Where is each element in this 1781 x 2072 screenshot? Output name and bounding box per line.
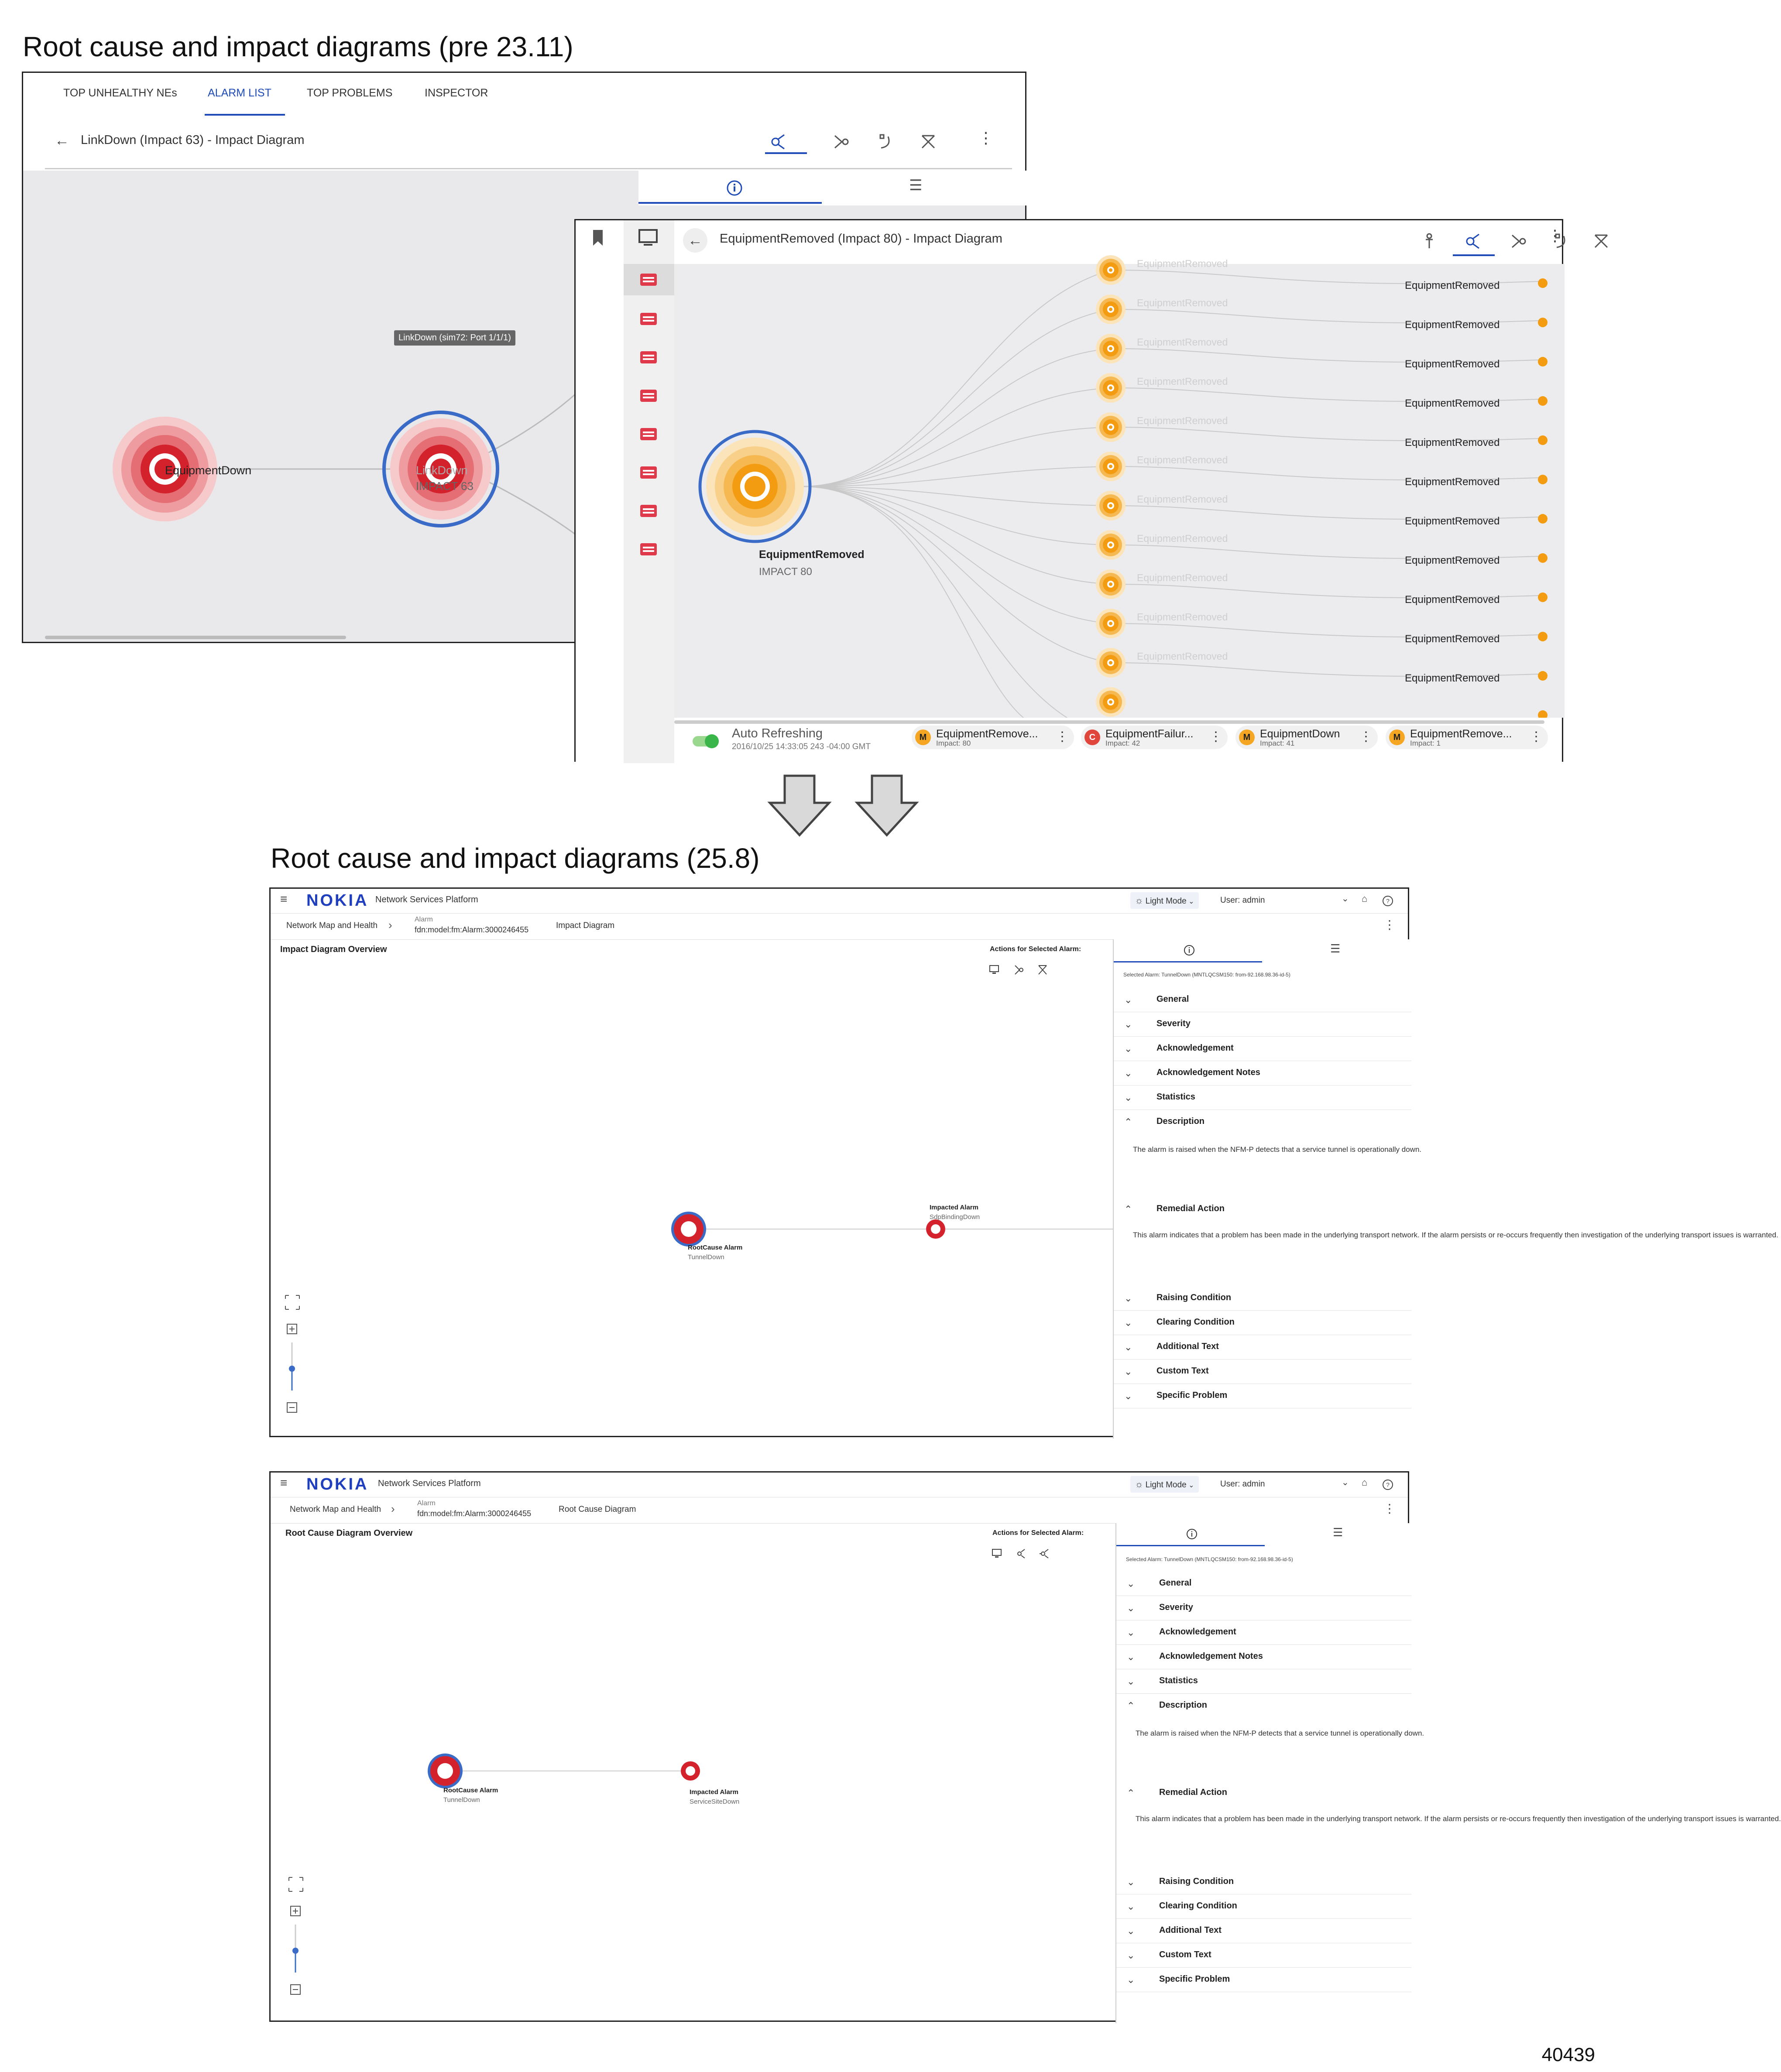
section-general[interactable] bbox=[1114, 987, 1411, 1012]
leaf-node[interactable] bbox=[1096, 452, 1126, 481]
breadcrumb-current: Impact Diagram bbox=[556, 921, 615, 930]
hamburger-icon[interactable]: ≡ bbox=[280, 1476, 288, 1490]
chevron-down-icon: ⌄ bbox=[1124, 1366, 1132, 1377]
horizontal-scrollbar[interactable] bbox=[45, 636, 346, 639]
section-severity[interactable] bbox=[1116, 1596, 1411, 1620]
faded-leaf-label: EquipmentRemoved bbox=[1137, 454, 1228, 466]
section-label: Remedial Action bbox=[1159, 1788, 1227, 1797]
leaf-endpoint-dot[interactable] bbox=[1538, 514, 1548, 524]
section-remedial-action[interactable] bbox=[1116, 1781, 1411, 1805]
breadcrumb bbox=[271, 913, 1408, 940]
toolbar-active-indicator bbox=[765, 152, 807, 154]
sun-icon: ☼ bbox=[1135, 895, 1144, 906]
actions-label: Actions for Selected Alarm: bbox=[992, 1529, 1084, 1537]
leaf-endpoint-dot[interactable] bbox=[1538, 592, 1548, 602]
alarm-icon[interactable] bbox=[640, 351, 657, 363]
alarm-list-icons bbox=[624, 264, 674, 587]
list-icon[interactable]: ☰ bbox=[1330, 942, 1341, 955]
nsp-top-bar bbox=[271, 1473, 1408, 1497]
section-additional-text[interactable] bbox=[1116, 1918, 1411, 1943]
chip-name: EquipmentFailur... bbox=[1105, 728, 1194, 740]
faded-leaf-label: EquipmentRemoved bbox=[1137, 651, 1228, 662]
old-side-panel bbox=[638, 171, 1028, 205]
info-icon[interactable] bbox=[1183, 944, 1196, 957]
left-rail bbox=[576, 220, 624, 763]
down-arrow-icon bbox=[770, 776, 829, 835]
section-label: Severity bbox=[1159, 1603, 1193, 1612]
nokia-logo: NOKIA bbox=[306, 1475, 369, 1493]
breadcrumb-alarm-fdn[interactable]: fdn:model:fm:Alarm:3000246455 bbox=[417, 1509, 532, 1518]
user-label: User: admin bbox=[1220, 1480, 1265, 1489]
major-badge: M bbox=[1389, 729, 1405, 745]
leaf-node[interactable] bbox=[1096, 295, 1126, 324]
section-label: Raising Condition bbox=[1159, 1877, 1234, 1886]
chevron-down-icon: ⌄ bbox=[1127, 1877, 1135, 1887]
zoom-out-icon[interactable] bbox=[291, 1985, 300, 1994]
chip-name: EquipmentRemove... bbox=[936, 728, 1038, 740]
leaf-node[interactable] bbox=[1096, 373, 1126, 403]
alarm-icon[interactable] bbox=[640, 543, 657, 555]
overlay-title: EquipmentRemoved (Impact 80) - Impact Diagram bbox=[720, 232, 1002, 246]
section-label: General bbox=[1156, 994, 1189, 1004]
leaf-node[interactable] bbox=[1096, 255, 1126, 285]
chevron-down-icon: ⌄ bbox=[1124, 994, 1132, 1005]
chevron-down-icon: ⌄ bbox=[1124, 1342, 1132, 1353]
notifications-icon[interactable]: ⌂ bbox=[1362, 893, 1368, 904]
more-menu-icon[interactable]: ⋮ bbox=[1547, 226, 1563, 244]
old-overlay-window bbox=[574, 219, 1563, 762]
section-label: Acknowledgement bbox=[1159, 1627, 1236, 1637]
list-icon[interactable]: ☰ bbox=[1333, 1526, 1343, 1539]
info-icon[interactable] bbox=[1185, 1527, 1198, 1541]
root-cause-view-icon[interactable] bbox=[835, 136, 848, 148]
chevron-down-icon: ⌄ bbox=[1124, 1092, 1132, 1103]
section-label: Severity bbox=[1156, 1019, 1191, 1028]
auto-refresh-label: Auto Refreshing bbox=[732, 726, 823, 740]
section-label: Acknowledgement Notes bbox=[1156, 1068, 1260, 1077]
leaf-node[interactable] bbox=[1096, 412, 1126, 442]
section-label: Custom Text bbox=[1156, 1366, 1209, 1376]
leaf-endpoint-dot[interactable] bbox=[1538, 475, 1548, 484]
leaf-label: EquipmentRemoved bbox=[1405, 280, 1500, 291]
impacted-node-name: ServiceSiteDown bbox=[690, 1798, 740, 1805]
section-statistics[interactable] bbox=[1116, 1669, 1411, 1694]
fit-screen-icon[interactable] bbox=[285, 1295, 299, 1309]
chevron-up-icon: ⌃ bbox=[1127, 1788, 1135, 1798]
node-equipment-removed-center[interactable] bbox=[700, 432, 810, 541]
nsp-top-bar bbox=[271, 889, 1408, 914]
leaf-label: EquipmentRemoved bbox=[1405, 358, 1500, 370]
transition-arrows bbox=[768, 774, 930, 838]
faded-leaf-label: EquipmentRemoved bbox=[1137, 258, 1228, 269]
nsp-root-cause-canvas bbox=[271, 1523, 1113, 2021]
notifications-icon[interactable]: ⌂ bbox=[1362, 1477, 1368, 1488]
faded-leaf-label: EquipmentRemoved bbox=[1137, 572, 1228, 583]
chip-impact: Impact: 1 bbox=[1410, 739, 1441, 747]
alarm-chip[interactable] bbox=[1235, 726, 1378, 749]
svg-text:?: ? bbox=[1386, 897, 1390, 904]
leaf-endpoint-dot[interactable] bbox=[1538, 632, 1548, 641]
section-label: General bbox=[1159, 1578, 1192, 1588]
section-clearing-condition[interactable] bbox=[1114, 1310, 1411, 1335]
chevron-down-icon[interactable]: ⌄ bbox=[1342, 1478, 1349, 1487]
leaf-endpoint-dot[interactable] bbox=[1538, 278, 1548, 288]
old-header bbox=[23, 73, 1025, 171]
chevron-down-icon: ⌄ bbox=[1127, 1974, 1135, 1985]
diagram-overview-title: Impact Diagram Overview bbox=[280, 945, 387, 954]
chevron-down-icon: ⌄ bbox=[1124, 1019, 1132, 1030]
panel-tab-indicator bbox=[1114, 961, 1262, 962]
leaf-node[interactable] bbox=[1096, 569, 1126, 599]
section-acknowledgement[interactable] bbox=[1116, 1620, 1411, 1645]
heading-post: Root cause and impact diagrams (25.8) bbox=[271, 842, 760, 874]
section-label: Description bbox=[1159, 1700, 1208, 1710]
chevron-right-icon: › bbox=[391, 1502, 395, 1515]
section-label: Additional Text bbox=[1159, 1925, 1222, 1935]
tab-top-problems[interactable]: TOP PROBLEMS bbox=[307, 87, 393, 99]
description-text: The alarm is raised when the NFM-P detects that a service tunnel is operationally down. bbox=[1133, 1145, 1422, 1154]
old-impact-canvas bbox=[23, 171, 638, 644]
toolbar-active-indicator bbox=[1453, 254, 1495, 256]
overlay-toolbar bbox=[1416, 226, 1617, 257]
breadcrumb-network-map[interactable]: Network Map and Health bbox=[286, 921, 378, 930]
tab-active-indicator bbox=[205, 114, 285, 116]
app-name: Network Services Platform bbox=[378, 1479, 481, 1488]
node-impacted[interactable] bbox=[681, 1761, 700, 1781]
diagram-title: LinkDown (Impact 63) - Impact Diagram bbox=[81, 133, 305, 147]
light-mode-toggle[interactable] bbox=[1130, 892, 1199, 909]
breadcrumb bbox=[271, 1497, 1408, 1524]
leaf-node[interactable] bbox=[1096, 648, 1126, 678]
section-acknowledgement-notes[interactable] bbox=[1116, 1644, 1411, 1669]
leaf-node[interactable] bbox=[1096, 687, 1126, 717]
chip-impact: Impact: 80 bbox=[936, 739, 971, 747]
node-label-link-down: LinkDown bbox=[416, 464, 468, 477]
leaf-node[interactable] bbox=[1096, 609, 1126, 638]
overlay-canvas bbox=[674, 264, 1565, 718]
section-label: Specific Problem bbox=[1156, 1390, 1228, 1400]
chip-name: EquipmentRemove... bbox=[1410, 728, 1512, 740]
remedial-text: This alarm indicates that a problem has been made in the underlying transport network. If the alarm persists or re-occurs frequently then investigation of the underlying transport issues is warranted. bbox=[1136, 1815, 1781, 1823]
breadcrumb-current: Root Cause Diagram bbox=[559, 1505, 636, 1514]
chip-menu-icon[interactable]: ⋮ bbox=[1359, 729, 1373, 744]
hamburger-icon[interactable]: ≡ bbox=[280, 892, 288, 906]
alarm-icon[interactable] bbox=[640, 428, 657, 440]
section-additional-text[interactable] bbox=[1114, 1335, 1411, 1360]
section-specific-problem[interactable] bbox=[1114, 1384, 1411, 1408]
section-label: Statistics bbox=[1159, 1676, 1198, 1685]
leaf-label: EquipmentRemoved bbox=[1405, 397, 1500, 409]
auto-refresh-time: 2016/10/25 14:33:05 243 -04:00 GMT bbox=[732, 742, 871, 751]
leaf-label: EquipmentRemoved bbox=[1405, 633, 1500, 645]
major-badge: M bbox=[915, 729, 931, 745]
section-label: Raising Condition bbox=[1156, 1293, 1232, 1302]
section-label: Acknowledgement Notes bbox=[1159, 1651, 1263, 1661]
chevron-down-icon: ⌄ bbox=[1127, 1578, 1135, 1589]
impacted-node-name: SdpBindingDown bbox=[930, 1213, 980, 1221]
nsp-impact-window bbox=[269, 887, 1778, 1437]
root-node-name: TunnelDown bbox=[443, 1796, 480, 1804]
chip-name: EquipmentDown bbox=[1260, 728, 1340, 740]
chevron-up-icon: ⌃ bbox=[1124, 1204, 1132, 1215]
info-icon[interactable] bbox=[726, 179, 743, 197]
selected-alarm: Selected Alarm: TunnelDown (MNTLQCSM150: from-92.168.98.36-id-5) bbox=[1123, 972, 1290, 978]
description-text: The alarm is raised when the NFM-P detects that a service tunnel is operationally down. bbox=[1136, 1729, 1424, 1737]
section-raising-condition[interactable] bbox=[1114, 1286, 1411, 1311]
chip-menu-icon[interactable]: ⋮ bbox=[1056, 729, 1069, 744]
app-name: Network Services Platform bbox=[375, 895, 478, 904]
selected-alarm: Selected Alarm: TunnelDown (MNTLQCSM150: from-92.168.98.36-id-5) bbox=[1126, 1556, 1293, 1562]
breadcrumb-network-map[interactable]: Network Map and Health bbox=[290, 1505, 381, 1514]
zoom-slider-handle[interactable] bbox=[289, 1366, 295, 1372]
help-icon[interactable] bbox=[1382, 895, 1394, 907]
section-label: Clearing Condition bbox=[1156, 1317, 1235, 1327]
edge bbox=[477, 380, 590, 546]
section-acknowledgement[interactable] bbox=[1114, 1036, 1411, 1061]
root-cause-view-icon[interactable] bbox=[1512, 235, 1525, 247]
topology-view-icon[interactable] bbox=[922, 136, 934, 148]
leaf-endpoint-dot[interactable] bbox=[1538, 318, 1548, 327]
chevron-down-icon: ⌄ bbox=[1124, 1043, 1132, 1054]
svg-text:?: ? bbox=[1386, 1481, 1390, 1488]
figure-id: 40439 bbox=[1541, 2044, 1595, 2065]
diagram-overview-title: Root Cause Diagram Overview bbox=[285, 1528, 413, 1538]
old-toolbar bbox=[765, 129, 948, 155]
tab-top-unhealthy[interactable]: TOP UNHEALTHY NEs bbox=[63, 87, 177, 99]
faded-leaf-label: EquipmentRemoved bbox=[1137, 297, 1228, 308]
section-custom-text[interactable] bbox=[1116, 1943, 1411, 1968]
chevron-right-icon: › bbox=[388, 918, 392, 932]
details-panel bbox=[1113, 939, 1778, 1438]
impact-view-icon[interactable] bbox=[772, 135, 784, 149]
zoom-slider-handle[interactable] bbox=[292, 1948, 299, 1954]
tab-inspector[interactable]: INSPECTOR bbox=[425, 87, 488, 99]
header-divider bbox=[45, 168, 1012, 169]
chevron-down-icon: ⌄ bbox=[1127, 1627, 1135, 1638]
breadcrumb-alarm-label: Alarm bbox=[417, 1500, 436, 1507]
tab-alarm-list[interactable]: ALARM LIST bbox=[208, 87, 271, 99]
section-statistics[interactable] bbox=[1114, 1085, 1411, 1110]
alarm-chip[interactable] bbox=[912, 726, 1074, 749]
monitor-icon[interactable] bbox=[638, 228, 659, 247]
list-icon[interactable]: ☰ bbox=[909, 177, 923, 194]
section-custom-text[interactable] bbox=[1114, 1359, 1411, 1384]
critical-badge: C bbox=[1084, 729, 1100, 745]
section-clearing-condition[interactable] bbox=[1116, 1894, 1411, 1919]
impacted-node-title: Impacted Alarm bbox=[690, 1788, 738, 1796]
chevron-down-icon: ⌄ bbox=[1127, 1950, 1135, 1961]
light-mode-label: Light Mode bbox=[1145, 897, 1187, 906]
leaf-endpoint-dot[interactable] bbox=[1538, 396, 1548, 406]
alarm-chip[interactable] bbox=[1081, 726, 1228, 749]
back-arrow-icon[interactable]: ← bbox=[55, 132, 69, 149]
panel-tab-indicator bbox=[638, 202, 822, 204]
chevron-up-icon: ⌃ bbox=[1127, 1700, 1135, 1711]
faded-leaf-label: EquipmentRemoved bbox=[1137, 533, 1228, 544]
actions-label: Actions for Selected Alarm: bbox=[990, 945, 1081, 953]
node-impact-link-down: IMPACT 63 bbox=[416, 479, 474, 493]
auto-refresh-toggle[interactable] bbox=[691, 733, 721, 750]
help-icon[interactable] bbox=[1382, 1479, 1394, 1491]
section-label: Acknowledgement bbox=[1156, 1043, 1234, 1053]
node-root-cause[interactable] bbox=[671, 1212, 706, 1247]
zoom-in-icon[interactable] bbox=[291, 1906, 300, 1916]
leaf-label: EquipmentRemoved bbox=[1405, 555, 1500, 566]
alarm-rail bbox=[624, 220, 674, 763]
faded-leaf-label: EquipmentRemoved bbox=[1137, 336, 1228, 348]
heading-pre: Root cause and impact diagrams (pre 23.11) bbox=[23, 31, 573, 62]
section-label: Description bbox=[1156, 1116, 1205, 1126]
path-trace-icon[interactable] bbox=[1426, 234, 1433, 248]
chip-impact: Impact: 42 bbox=[1105, 739, 1140, 747]
nokia-logo: NOKIA bbox=[306, 891, 369, 910]
leaf-label: EquipmentRemoved bbox=[1405, 594, 1500, 606]
remedial-text: This alarm indicates that a problem has been made in the underlying transport network. If the alarm persists or re-occurs frequently then investigation of the underlying transport issues is warranted. bbox=[1133, 1231, 1778, 1239]
chevron-down-icon: ⌄ bbox=[1188, 898, 1194, 905]
section-raising-condition[interactable] bbox=[1116, 1870, 1411, 1894]
zoom-in-icon[interactable] bbox=[287, 1324, 297, 1334]
faded-leaf-label: EquipmentRemoved bbox=[1137, 493, 1228, 505]
alarm-icon[interactable] bbox=[640, 505, 657, 517]
chevron-down-icon: ⌄ bbox=[1188, 1482, 1194, 1489]
nsp-root-cause-window bbox=[269, 1471, 1781, 2022]
alarm-icon[interactable] bbox=[640, 466, 657, 479]
chip-menu-icon[interactable]: ⋮ bbox=[1209, 729, 1222, 744]
leaf-node[interactable] bbox=[1096, 530, 1126, 560]
faded-leaf-label: EquipmentRemoved bbox=[1137, 415, 1228, 426]
leaf-node[interactable] bbox=[1096, 491, 1126, 521]
node-root-cause[interactable] bbox=[428, 1753, 463, 1788]
nsp-impact-canvas bbox=[271, 939, 1113, 1437]
breadcrumb-alarm-fdn[interactable]: fdn:model:fm:Alarm:3000246455 bbox=[415, 925, 529, 934]
chevron-down-icon[interactable]: ⌄ bbox=[1342, 894, 1349, 904]
faded-leaf-label: EquipmentRemoved bbox=[1137, 376, 1228, 387]
chip-impact: Impact: 41 bbox=[1260, 739, 1295, 747]
down-arrow-icon bbox=[857, 776, 916, 835]
section-label: Clearing Condition bbox=[1159, 1901, 1237, 1911]
chevron-down-icon: ⌄ bbox=[1124, 1068, 1132, 1079]
zoom-controls bbox=[284, 1872, 310, 2012]
section-description[interactable] bbox=[1114, 1110, 1411, 1134]
leaf-endpoint-dot[interactable] bbox=[1538, 671, 1548, 681]
section-acknowledgement-notes[interactable] bbox=[1114, 1061, 1411, 1086]
section-label: Specific Problem bbox=[1159, 1974, 1230, 1984]
section-label: Custom Text bbox=[1159, 1950, 1211, 1959]
alarm-chip[interactable] bbox=[1386, 726, 1548, 749]
section-label: Statistics bbox=[1156, 1092, 1195, 1102]
light-mode-label: Light Mode bbox=[1145, 1480, 1187, 1490]
topology-view-icon[interactable] bbox=[1595, 235, 1607, 247]
root-node-title: RootCause Alarm bbox=[688, 1244, 743, 1251]
details-panel bbox=[1115, 1523, 1781, 2023]
impact-view-icon[interactable] bbox=[1467, 234, 1479, 248]
chevron-down-icon: ⌄ bbox=[1124, 1317, 1132, 1328]
leaf-label: EquipmentRemoved bbox=[1405, 515, 1500, 527]
leaf-endpoint-dot[interactable] bbox=[1538, 553, 1548, 563]
impacted-node-title: Impacted Alarm bbox=[930, 1204, 978, 1211]
node-impacted[interactable] bbox=[926, 1219, 945, 1239]
section-specific-problem[interactable] bbox=[1116, 1967, 1411, 1992]
user-label: User: admin bbox=[1220, 896, 1265, 905]
leaf-endpoint-dot[interactable] bbox=[1538, 357, 1548, 366]
chevron-down-icon: ⌄ bbox=[1124, 1293, 1132, 1304]
more-menu-icon[interactable]: ⋮ bbox=[1383, 1502, 1396, 1515]
alarm-icon[interactable] bbox=[640, 390, 657, 402]
chip-menu-icon[interactable]: ⋮ bbox=[1530, 729, 1543, 744]
horizontal-scrollbar[interactable] bbox=[674, 720, 1544, 724]
zoom-controls bbox=[280, 1290, 306, 1430]
leaf-label: EquipmentRemoved bbox=[1405, 437, 1500, 449]
back-arrow-icon[interactable]: ← bbox=[683, 228, 707, 253]
node-label-equipment-down: EquipmentDown bbox=[165, 464, 252, 477]
alarm-icon[interactable] bbox=[640, 313, 657, 325]
section-remedial-action[interactable] bbox=[1114, 1197, 1411, 1221]
center-node-label: EquipmentRemoved bbox=[759, 548, 865, 561]
panel-tab-indicator bbox=[1116, 1545, 1265, 1546]
chevron-up-icon: ⌃ bbox=[1124, 1116, 1132, 1127]
more-menu-icon[interactable]: ⋮ bbox=[1383, 918, 1396, 932]
alarm-icon[interactable] bbox=[624, 264, 674, 295]
chevron-down-icon: ⌄ bbox=[1124, 1390, 1132, 1401]
faded-leaf-label: EquipmentRemoved bbox=[1137, 611, 1228, 623]
section-label: Additional Text bbox=[1156, 1342, 1219, 1351]
more-menu-icon[interactable]: ⋮ bbox=[978, 129, 994, 147]
path-view-icon[interactable] bbox=[880, 135, 889, 148]
bookmark-icon[interactable] bbox=[591, 229, 604, 247]
section-severity[interactable] bbox=[1114, 1012, 1411, 1037]
section-description[interactable] bbox=[1116, 1693, 1411, 1718]
sun-icon: ☼ bbox=[1135, 1479, 1144, 1490]
leaf-node[interactable] bbox=[1096, 334, 1126, 363]
chevron-down-icon: ⌄ bbox=[1127, 1901, 1135, 1912]
breadcrumb-alarm-label: Alarm bbox=[415, 916, 433, 923]
leaf-label: EquipmentRemoved bbox=[1405, 476, 1500, 488]
chevron-down-icon: ⌄ bbox=[1127, 1925, 1135, 1936]
section-general[interactable] bbox=[1116, 1571, 1411, 1596]
root-node-title: RootCause Alarm bbox=[443, 1787, 498, 1794]
major-badge: M bbox=[1239, 729, 1255, 745]
fit-screen-icon[interactable] bbox=[289, 1877, 303, 1891]
section-label: Remedial Action bbox=[1156, 1204, 1225, 1213]
root-node-name: TunnelDown bbox=[688, 1253, 724, 1261]
leaf-label: EquipmentRemoved bbox=[1405, 319, 1500, 331]
chevron-down-icon: ⌄ bbox=[1127, 1651, 1135, 1662]
leaf-label: EquipmentRemoved bbox=[1405, 672, 1500, 684]
zoom-out-icon[interactable] bbox=[287, 1403, 297, 1412]
node-tooltip: LinkDown (sim72: Port 1/1/1) bbox=[394, 330, 515, 346]
light-mode-toggle[interactable] bbox=[1130, 1476, 1199, 1493]
chevron-down-icon: ⌄ bbox=[1127, 1603, 1135, 1613]
chevron-down-icon: ⌄ bbox=[1127, 1676, 1135, 1687]
center-node-impact: IMPACT 80 bbox=[759, 566, 812, 578]
leaf-endpoint-dot[interactable] bbox=[1538, 435, 1548, 445]
